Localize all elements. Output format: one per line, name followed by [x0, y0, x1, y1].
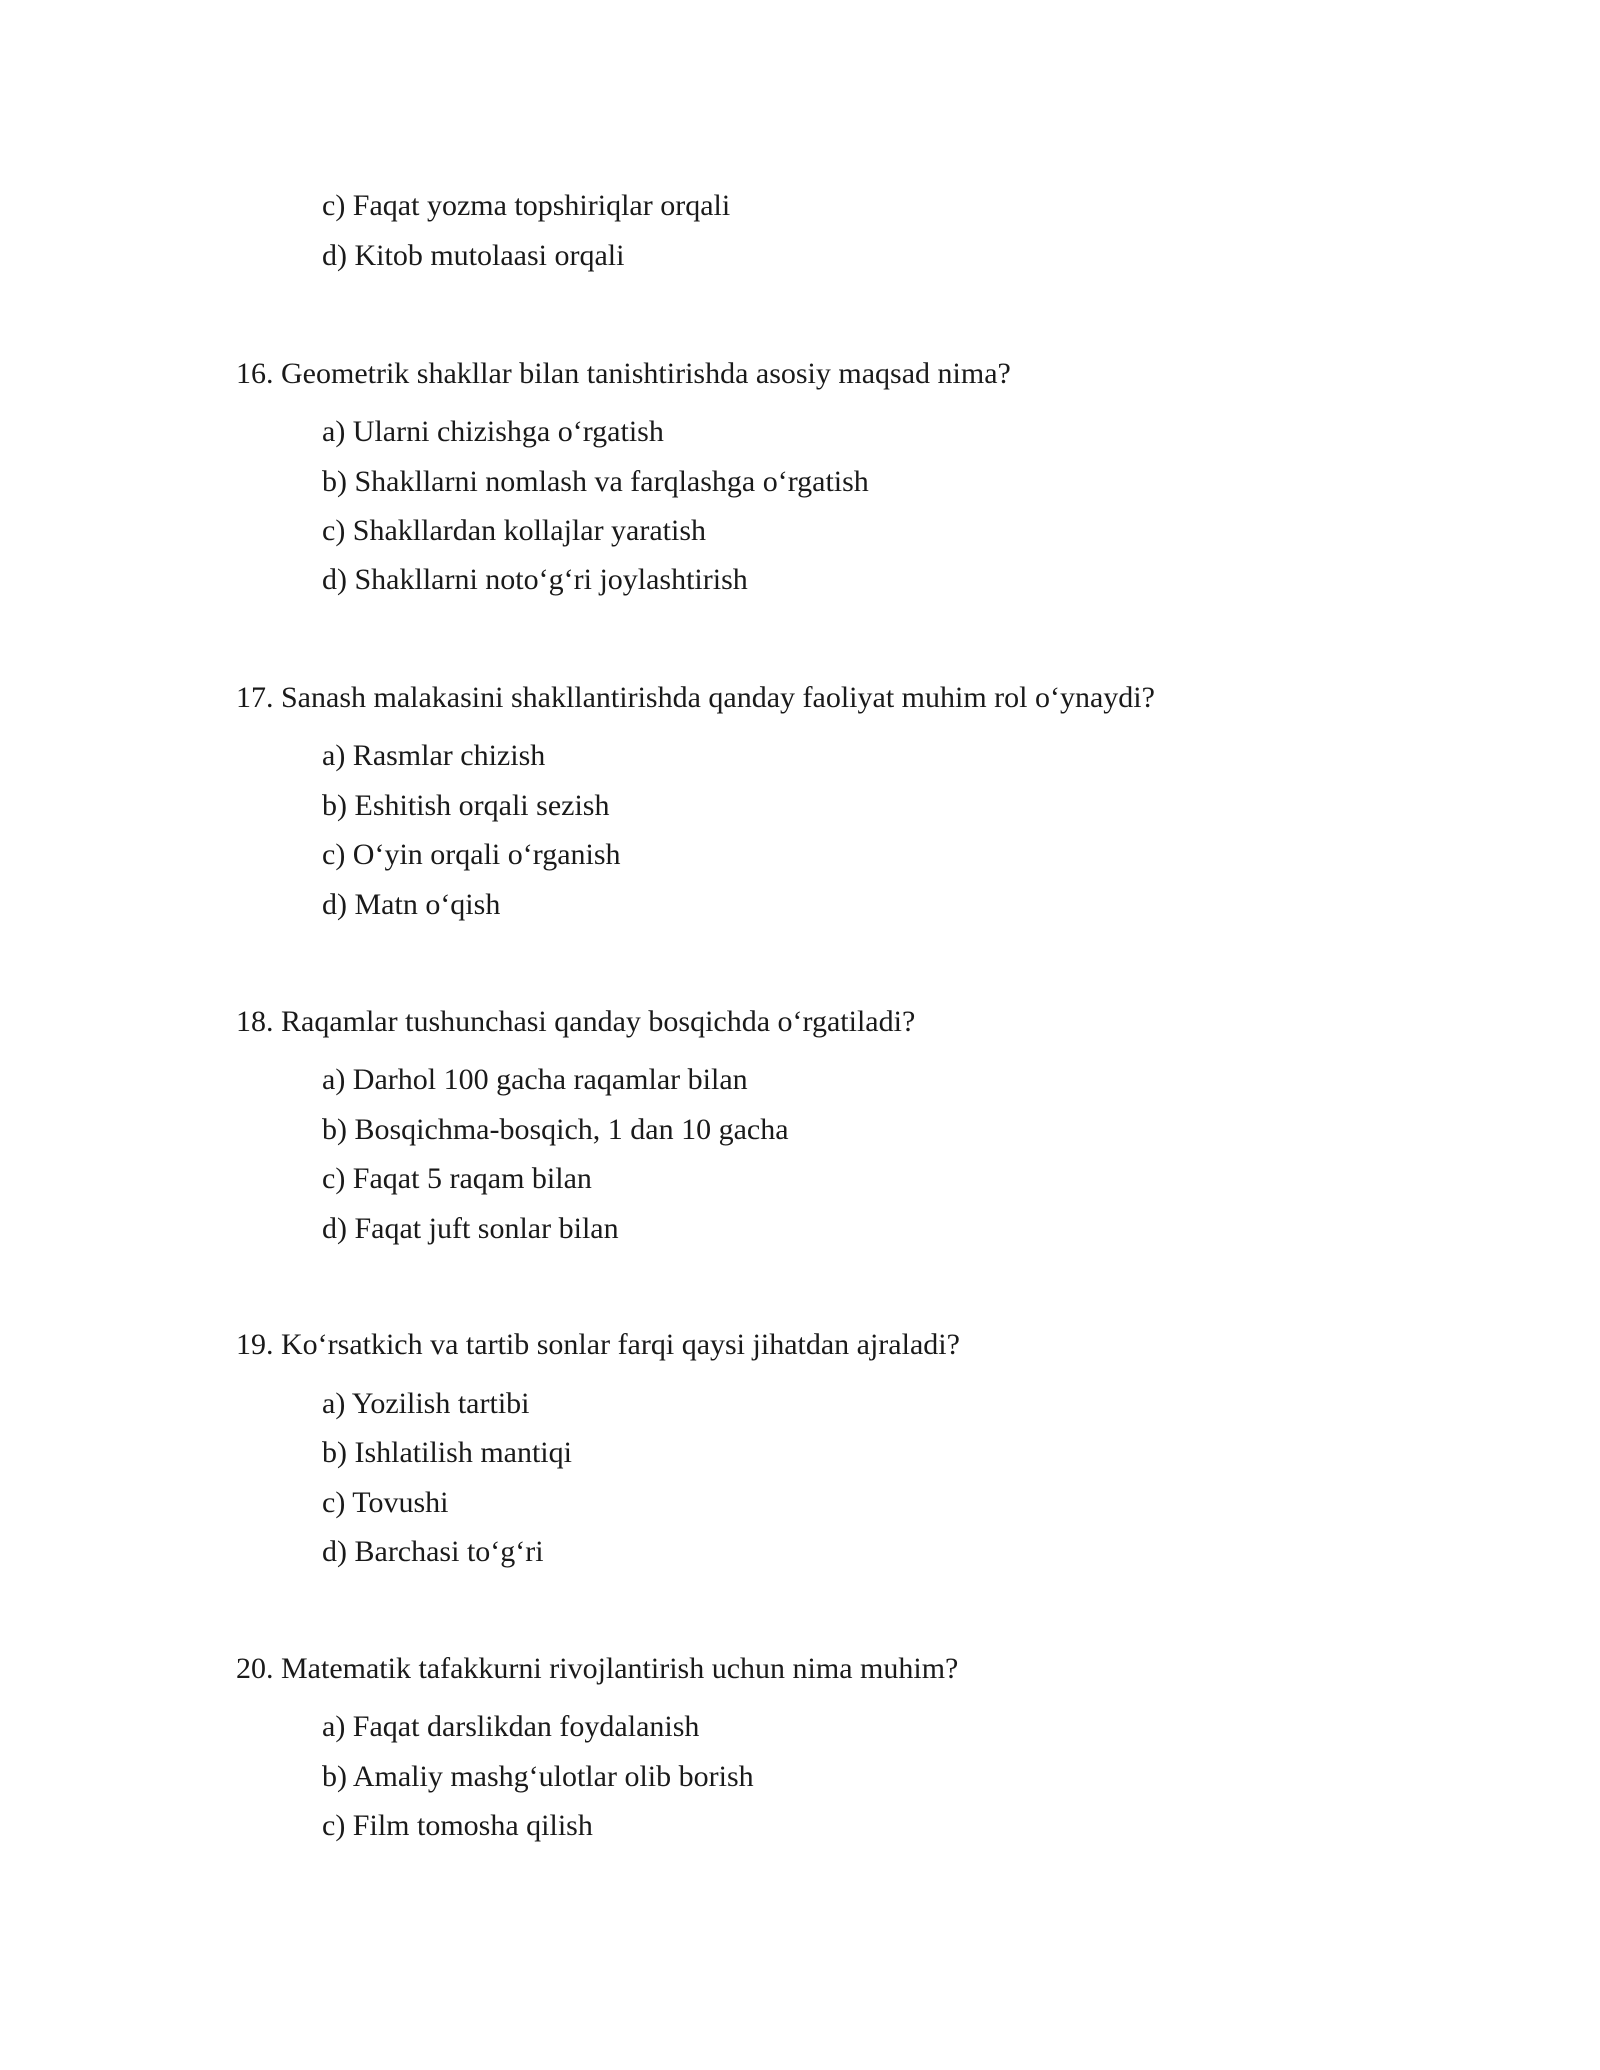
option-18-d: d) Faqat juft sonlar bilan	[322, 1212, 619, 1245]
question-20: 20. Matematik tafakkurni rivojlantirish uchun nima muhim?	[236, 1652, 959, 1685]
option-19-d: d) Barchasi to‘g‘ri	[322, 1535, 544, 1568]
option-17-b: b) Eshitish orqali sezish	[322, 789, 610, 822]
option-15-c: c) Faqat yozma topshiriqlar orqali	[322, 189, 731, 222]
option-16-a: a) Ularni chizishga o‘rgatish	[322, 415, 664, 448]
option-19-c: c) Tovushi	[322, 1486, 449, 1519]
option-18-a: a) Darhol 100 gacha raqamlar bilan	[322, 1063, 748, 1096]
option-20-a: a) Faqat darslikdan foydalanish	[322, 1710, 700, 1743]
option-17-a: a) Rasmlar chizish	[322, 739, 546, 772]
question-17: 17. Sanash malakasini shakllantirishda qanday faoliyat muhim rol o‘ynaydi?	[236, 681, 1155, 714]
option-16-b: b) Shakllarni nomlash va farqlashga o‘rgatish	[322, 465, 869, 498]
question-18: 18. Raqamlar tushunchasi qanday bosqichda o‘rgatiladi?	[236, 1005, 916, 1038]
option-19-b: b) Ishlatilish mantiqi	[322, 1436, 572, 1469]
question-16: 16. Geometrik shakllar bilan tanishtirishda asosiy maqsad nima?	[236, 357, 1011, 390]
option-17-d: d) Matn o‘qish	[322, 888, 501, 921]
question-19: 19. Ko‘rsatkich va tartib sonlar farqi qaysi jihatdan ajraladi?	[236, 1328, 960, 1361]
option-18-b: b) Bosqichma-bosqich, 1 dan 10 gacha	[322, 1113, 789, 1146]
option-15-d: d) Kitob mutolaasi orqali	[322, 239, 625, 272]
option-18-c: c) Faqat 5 raqam bilan	[322, 1162, 592, 1195]
option-17-c: c) O‘yin orqali o‘rganish	[322, 838, 621, 871]
option-20-c: c) Film tomosha qilish	[322, 1809, 593, 1842]
option-16-c: c) Shakllardan kollajlar yaratish	[322, 514, 707, 547]
option-19-a: a) Yozilish tartibi	[322, 1387, 530, 1420]
option-16-d: d) Shakllarni noto‘g‘ri joylashtirish	[322, 563, 748, 596]
option-20-b: b) Amaliy mashg‘ulotlar olib borish	[322, 1760, 754, 1793]
